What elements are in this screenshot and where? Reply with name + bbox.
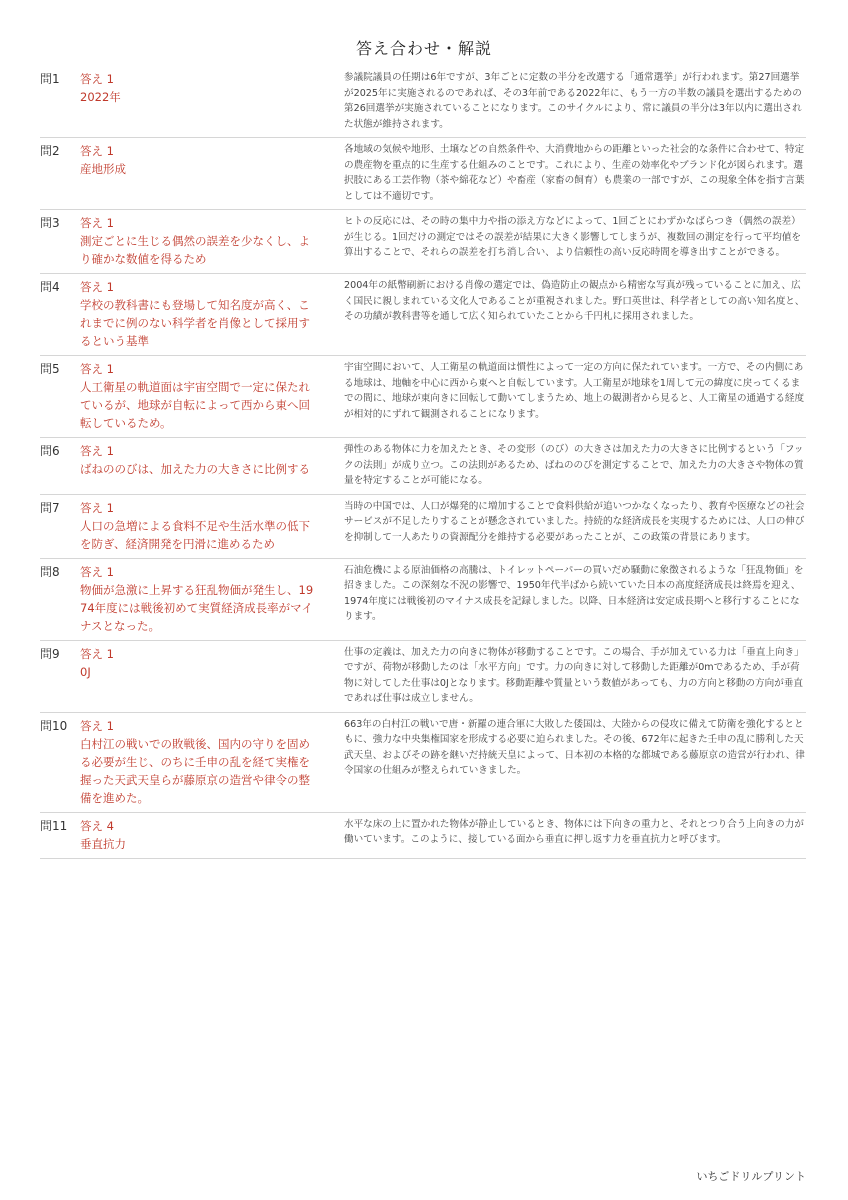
answer-block bbox=[80, 214, 330, 268]
answer-row bbox=[40, 713, 806, 813]
answer-label: 答え 1 bbox=[80, 144, 114, 158]
question-number: 問6 bbox=[40, 444, 60, 458]
answer-block bbox=[80, 278, 330, 350]
answer-text: ばねののびは、加えた力の大きさに比例する bbox=[80, 462, 310, 476]
answer-text: 垂直抗力 bbox=[80, 836, 126, 851]
answer-text: 人口の急増による食料不足や生活水準の低下を防ぎ、経済開発を円滑に進めるため bbox=[80, 518, 310, 551]
answer-block bbox=[80, 645, 330, 707]
answer-row bbox=[40, 274, 806, 356]
answer-row bbox=[40, 356, 806, 438]
answer-label: 答え 1 bbox=[80, 500, 114, 515]
answer-row bbox=[40, 495, 806, 559]
answer-text: 物価が急激に上昇する狂乱物価が発生し、1974年度には戦後初めて実質経済成長率がマイナスとなった。 bbox=[80, 582, 314, 633]
answer-label: 答え 1 bbox=[80, 718, 114, 733]
answer-row bbox=[40, 210, 806, 274]
question-number: 問3 bbox=[40, 216, 60, 230]
answer-block bbox=[80, 499, 330, 553]
answer-text: 産地形成 bbox=[80, 162, 126, 176]
answer-label: 答え 1 bbox=[80, 444, 114, 458]
explanation-text: 2004年の紙幣刷新における肖像の選定では、偽造防止の観点から精密な写真が残っていることに加え、広く国民に親しまれている文化人であることが重視されました。野口英世は、科学者としての高い知名度と、その功績が教科書等を通して広く知られていたことから千円札に採用されました。 bbox=[344, 280, 805, 322]
explanation-text: ヒトの反応には、その時の集中力や指の添え方などによって、1回ごとにわずかなばらつき（偶然の誤差）が生じる。1回だけの測定ではその誤差が結果に大きく影響してしまうが、複数回の測定を行って平均値を算出することで、それらの誤差を打ち消し合い、より信頼性の高い反応時間を導き出すことができる。 bbox=[344, 216, 802, 258]
explanation-text: 仕事の定義は、加えた力の向きに物体が移動することです。この場合、手が加えている力は「垂直上向き」ですが、荷物が移動したのは「水平方向」です。力の向きに対して移動した距離が0mであるため、手が荷物に対してした仕事は0Jとなります。移動距離や質量という数値があっても、力の方向と移動の方向が垂直であれば仕事は成立しません。 bbox=[344, 646, 804, 704]
question-number: 問11 bbox=[40, 818, 68, 833]
question-number: 問1 bbox=[40, 72, 60, 86]
explanation-text: 水平な床の上に置かれた物体が静止しているとき、物体には下向きの重力と、それとつり合う上向きの力が働いています。このように、接している面から垂直に押し返す力を垂直抗力と呼びます。 bbox=[344, 818, 804, 845]
question-number: 問5 bbox=[40, 362, 60, 376]
question-number: 問4 bbox=[40, 280, 60, 294]
footer-brand: いちごドリルプリント bbox=[696, 1170, 806, 1183]
explanation-text: 663年の白村江の戦いで唐・新羅の連合軍に大敗した倭国は、大陸からの侵攻に備えて防衛を強化するとともに、強力な中央集権国家を形成する必要に迫られました。その後、672年に起きた壬申の乱に勝利した天武天皇、およびその跡を継いだ持統天皇によって、日本初の本格的な都城である藤原京の造営が行われ、律令国家の仕組みが整えられていきました。 bbox=[344, 718, 805, 776]
answer-label: 答え 1 bbox=[80, 564, 114, 579]
answer-row bbox=[40, 66, 806, 138]
answer-block bbox=[80, 717, 330, 807]
answer-block bbox=[80, 442, 330, 489]
answer-label: 答え 1 bbox=[80, 216, 114, 230]
page-title: 答え合わせ・解説 bbox=[355, 39, 492, 58]
answer-block bbox=[80, 360, 330, 432]
explanation-text: 宇宙空間において、人工衛星の軌道面は慣性によって一定の方向に保たれています。一方で、その内側にある地球は、地軸を中心に西から東へと自転しています。人工衛星が地球を1周して元の緯度に戻ってくるまでの間に、地球が東向きに回転して動いてしまうため、地上の観測者から見ると、人工衛星の通過する経度が相対的にずれて観測されることになります。 bbox=[344, 362, 805, 420]
answer-row bbox=[40, 641, 806, 713]
explanation-text: 参議院議員の任期は6年ですが、3年ごとに定数の半分を改選する「通常選挙」が行われます。第27回選挙が2025年に実施されるのであれば、その3年前である2022年に、もう一方の半数の議員を選出するための第26回選挙が実施されていることになります。このサイクルにより、常に議員の半分は3年以内に選出された状態が維持されます。 bbox=[344, 72, 802, 130]
answer-row bbox=[40, 813, 806, 859]
question-number: 問8 bbox=[40, 564, 60, 579]
answer-text: 測定ごとに生じる偶然の誤差を少なくし、より確かな数値を得るため bbox=[80, 234, 310, 266]
answer-text: 2022年 bbox=[80, 90, 121, 104]
explanation-text: 当時の中国では、人口が爆発的に増加することで食料供給が追いつかなくなったり、教育や医療などの社会サービスが不足したりすることが懸念されていました。持続的な経済成長を実現するためには、人口の伸びを抑制して一人あたりの資源配分を維持する必要があったことが、この政策の背景にあります。 bbox=[344, 500, 805, 543]
answer-row bbox=[40, 138, 806, 210]
answer-row bbox=[40, 559, 806, 641]
answer-label: 答え 1 bbox=[80, 362, 114, 376]
answer-text: 0J bbox=[80, 664, 91, 679]
answer-block bbox=[80, 817, 330, 853]
answer-row bbox=[40, 438, 806, 495]
answer-text: 人工衛星の軌道面は宇宙空間で一定に保たれているが、地球が自転によって西から東へ回転しているため。 bbox=[80, 380, 310, 430]
explanation-text: 石油危機による原油価格の高騰は、トイレットペーパーの買いだめ騒動に象徴されるような「狂乱物価」を招きました。この深刻な不況の影響で、1950年代半ばから続いていた日本の高度経済成長は終焉を迎え、1974年度には戦後初のマイナス成長を記録しました。以降、日本経済は安定成長期へと移行することになります。 bbox=[344, 564, 804, 622]
answer-text: 学校の教科書にも登場して知名度が高く、これまでに例のない科学者を肖像として採用するという基準 bbox=[80, 298, 310, 348]
explanation-text: 弾性のある物体に力を加えたとき、その変形（のび）の大きさは加えた力の大きさに比例するという「フックの法則」が成り立つ。この法則があるため、ばねののびを測定することで、加えた力の大きさや物体の質量を特定することが可能になる。 bbox=[344, 444, 804, 486]
answer-block bbox=[80, 563, 330, 635]
answer-block bbox=[80, 142, 330, 204]
question-number: 問9 bbox=[40, 646, 60, 661]
question-number: 問10 bbox=[40, 718, 68, 733]
answer-label: 答え 4 bbox=[80, 818, 114, 833]
question-number: 問2 bbox=[40, 144, 60, 158]
answer-label: 答え 1 bbox=[80, 280, 114, 294]
answer-block bbox=[80, 70, 330, 132]
answer-label: 答え 1 bbox=[80, 646, 114, 661]
question-number: 問7 bbox=[40, 500, 60, 515]
explanation-text: 各地域の気候や地形、土壌などの自然条件や、大消費地からの距離といった社会的な条件に合わせて、特定の農産物を重点的に生産する仕組みのことです。これにより、生産の効率化やブランド化が図られます。選択肢にある工芸作物（茶や綿花など）や畜産（家畜の飼育）も農業の一部ですが、この現象全体を指す言葉としては不適切です。 bbox=[344, 144, 805, 202]
answer-text: 白村江の戦いでの敗戦後、国内の守りを固める必要が生じ、のちに壬申の乱を経て実権を握った天武天皇らが藤原京の造営や律令の整備を進めた。 bbox=[80, 736, 310, 805]
answer-list bbox=[40, 66, 806, 859]
answer-label: 答え 1 bbox=[80, 72, 114, 86]
